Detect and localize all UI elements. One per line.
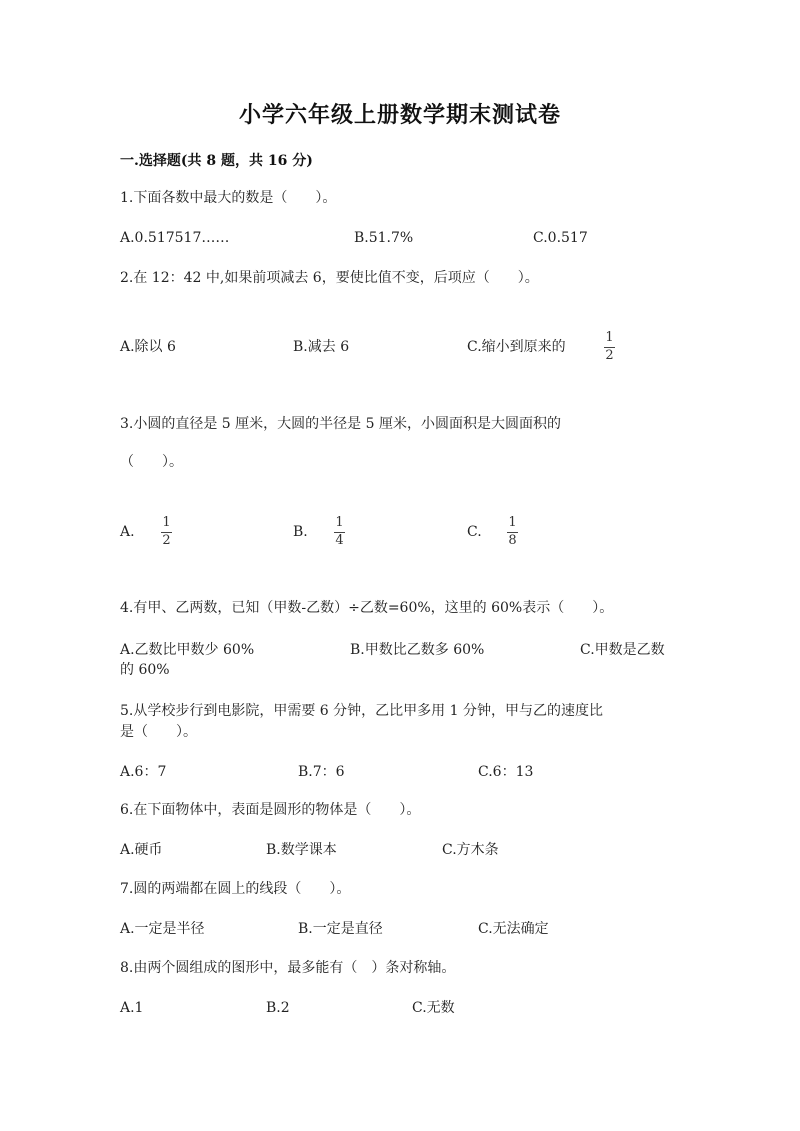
- question-6-option-c[interactable]: C.方木条: [442, 842, 499, 858]
- question-3-stem-line-1: 3.小圆的直径是 5 厘米，大圆的半径是 5 厘米，小圆面积是大圆面积的: [120, 416, 561, 432]
- question-5-option-b[interactable]: B.7：6: [298, 764, 345, 780]
- fraction-numerator: 1: [508, 515, 517, 530]
- question-6-option-b[interactable]: B.数学课本: [266, 842, 337, 858]
- question-8-option-a[interactable]: A.1: [120, 1000, 144, 1016]
- question-3-option-a[interactable]: A.: [120, 524, 135, 540]
- question-8-stem: 8.由两个圆组成的图形中，最多能有（ ）条对称轴。: [120, 960, 456, 976]
- question-4-stem: 4.有甲、乙两数，已知（甲数-乙数）÷乙数=60%，这里的 60%表示（ ）。: [120, 600, 614, 616]
- fraction-numerator: 1: [162, 515, 171, 530]
- question-2-option-c-fraction: [604, 331, 615, 363]
- question-3-option-c-fraction: [507, 516, 518, 548]
- fraction-denominator: 4: [335, 533, 344, 548]
- question-4-option-c-continued: 的 60%: [120, 662, 170, 678]
- question-7-stem: 7.圆的两端都在圆上的线段（ ）。: [120, 881, 351, 897]
- question-1-option-c[interactable]: C.0.517: [533, 230, 588, 246]
- question-8-option-b[interactable]: B.2: [266, 1000, 290, 1016]
- fraction-numerator: 1: [605, 330, 614, 345]
- question-1-option-a[interactable]: A.0.517517……: [120, 230, 230, 246]
- section-heading: 一.选择题(共 8 题，共 16 分): [120, 153, 313, 169]
- question-7-option-a[interactable]: A.一定是半径: [120, 921, 205, 937]
- question-5-option-a[interactable]: A.6：7: [120, 764, 167, 780]
- question-4-option-c[interactable]: C.甲数是乙数: [580, 642, 665, 658]
- question-1-stem: 1.下面各数中最大的数是（ ）。: [120, 190, 337, 206]
- fraction-denominator: 2: [162, 533, 171, 548]
- question-7-option-b[interactable]: B.一定是直径: [298, 921, 383, 937]
- question-2-option-b[interactable]: B.减去 6: [293, 339, 350, 355]
- question-3-option-b-fraction: [334, 516, 345, 548]
- fraction-denominator: 8: [508, 533, 517, 548]
- question-3-option-c[interactable]: C.: [467, 524, 482, 540]
- question-2-stem: 2.在 12：42 中,如果前项减去 6，要使比值不变，后项应（ ）。: [120, 270, 539, 286]
- page-title: 小学六年级上册数学期末测试卷: [238, 102, 561, 128]
- question-2-option-a[interactable]: A.除以 6: [120, 339, 176, 355]
- question-8-option-c[interactable]: C.无数: [412, 1000, 455, 1016]
- question-4-option-a[interactable]: A.乙数比甲数少 60%: [120, 642, 255, 658]
- question-6-option-a[interactable]: A.硬币: [120, 842, 163, 858]
- question-1-option-b[interactable]: B.51.7%: [354, 230, 414, 246]
- question-5-stem-line-2: 是（ ）。: [120, 724, 197, 740]
- question-5-stem-line-1: 5.从学校步行到电影院，甲需要 6 分钟，乙比甲多用 1 分钟，甲与乙的速度比: [120, 703, 603, 719]
- question-3-stem-line-2: （ ）。: [120, 454, 183, 470]
- fraction-numerator: 1: [335, 515, 344, 530]
- question-2-option-c[interactable]: C.缩小到原来的: [467, 339, 566, 355]
- question-3-option-b[interactable]: B.: [293, 524, 308, 540]
- question-4-option-b[interactable]: B.甲数比乙数多 60%: [350, 642, 485, 658]
- question-3-option-a-fraction: [161, 516, 172, 548]
- question-6-stem: 6.在下面物体中，表面是圆形的物体是（ ）。: [120, 802, 421, 818]
- fraction-denominator: 2: [605, 348, 614, 363]
- question-7-option-c[interactable]: C.无法确定: [478, 921, 549, 937]
- question-5-option-c[interactable]: C.6：13: [478, 764, 534, 780]
